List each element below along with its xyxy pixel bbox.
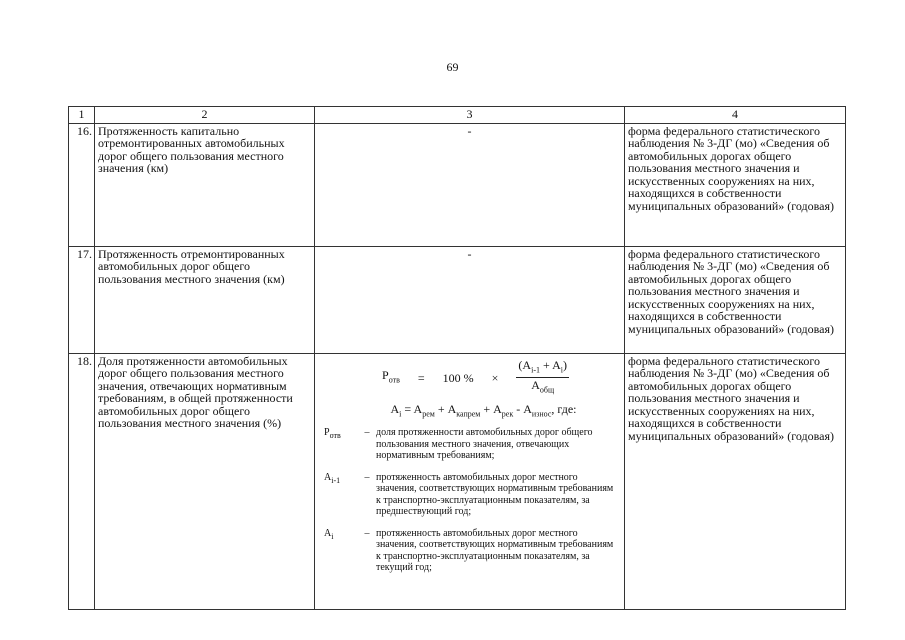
definition-item	[318, 528, 621, 574]
row-number: 16.	[69, 123, 95, 246]
indicator-name: Протяженность капитально отремонтированных автомобильных дорог общего пользования местного значения (км)	[95, 123, 315, 246]
share-formula	[330, 359, 621, 398]
indicator-table	[68, 106, 846, 610]
definition-dash: –	[364, 471, 370, 483]
row-number: 17.	[69, 246, 95, 353]
definition-symbol: $A_{i-1}$	[324, 471, 341, 485]
definition-symbol: $A_i$	[324, 527, 334, 541]
header-cell: 1	[69, 107, 95, 124]
calculation-method: -	[315, 123, 625, 246]
indicator-name: Протяженность отремонтированных автомобильных дорог общего пользования местного значения (км)	[95, 246, 315, 353]
calculation-method	[315, 353, 625, 609]
calculation-method: -	[315, 246, 625, 353]
table-header-row	[69, 107, 846, 124]
definition-dash: –	[364, 527, 370, 539]
formula-equals: =	[417, 370, 425, 385]
table-row	[69, 246, 846, 353]
page-number: 69	[446, 60, 459, 74]
indicator-name: Доля протяженности автомобильных дорог общего пользования местного значения, отвечающих нормативным требованиям, в общей протяженности автомобильных дорог общего пользования местного значения (%)	[95, 353, 315, 609]
header-cell: 3	[315, 107, 625, 124]
definition-item	[318, 427, 621, 462]
definition-text: доля протяженности автомобильных дорог общего пользования местного значения, отвечающих нормативным требованиям;	[376, 427, 593, 462]
fraction-denominator: $A_{общ}$	[531, 378, 555, 395]
formula-lhs: $P_{отв}$	[382, 367, 400, 385]
header-cell: 2	[95, 107, 315, 124]
table-row	[69, 123, 846, 246]
formula-percent: 100 %	[442, 370, 474, 385]
formula-fraction	[516, 359, 569, 398]
fraction-numerator: $(A_{i-1} + A_i)$	[516, 359, 569, 379]
data-source: форма федерального статистического наблюдения № 3-ДГ (мо) «Сведения об автомобильных дорогах общего пользования местного значения и искусственных сооружениях на них, находящихся в собственности муниципальных образований» (годовая)	[625, 246, 846, 353]
definition-text: протяженность автомобильных дорог местного значения, соответствующих нормативным требованиям к транспортно-эксплуатационным показателям, за текущий год;	[376, 527, 614, 574]
data-source: форма федерального статистического наблюдения № 3-ДГ (мо) «Сведения об автомобильных дорогах общего пользования местного значения и искусственных сооружениях на них, находящихся в собственности муниципальных образований» (годовая)	[625, 123, 846, 246]
ai-formula: $A_i = A_{рем} + A_{капрем} + A_{рек} - A_{износ}$, где:	[390, 402, 577, 419]
row-number: 18.	[69, 353, 95, 609]
definition-dash: –	[364, 427, 370, 439]
definition-text: протяженность автомобильных дорог местного значения, соответствующих нормативным требованиям к транспортно-эксплуатационным показателям, за предшествующий год;	[376, 471, 614, 518]
definition-item	[318, 472, 621, 518]
table-row	[69, 353, 846, 609]
data-source: форма федерального статистического наблюдения № 3-ДГ (мо) «Сведения об автомобильных дорогах общего пользования местного значения и искусственных сооружениях на них, находящихся в собственности муниципальных образований» (годовая)	[625, 353, 846, 609]
definition-symbol: $P_{отв}$	[324, 427, 341, 441]
header-cell: 4	[625, 107, 846, 124]
formula-times: ×	[491, 370, 499, 385]
